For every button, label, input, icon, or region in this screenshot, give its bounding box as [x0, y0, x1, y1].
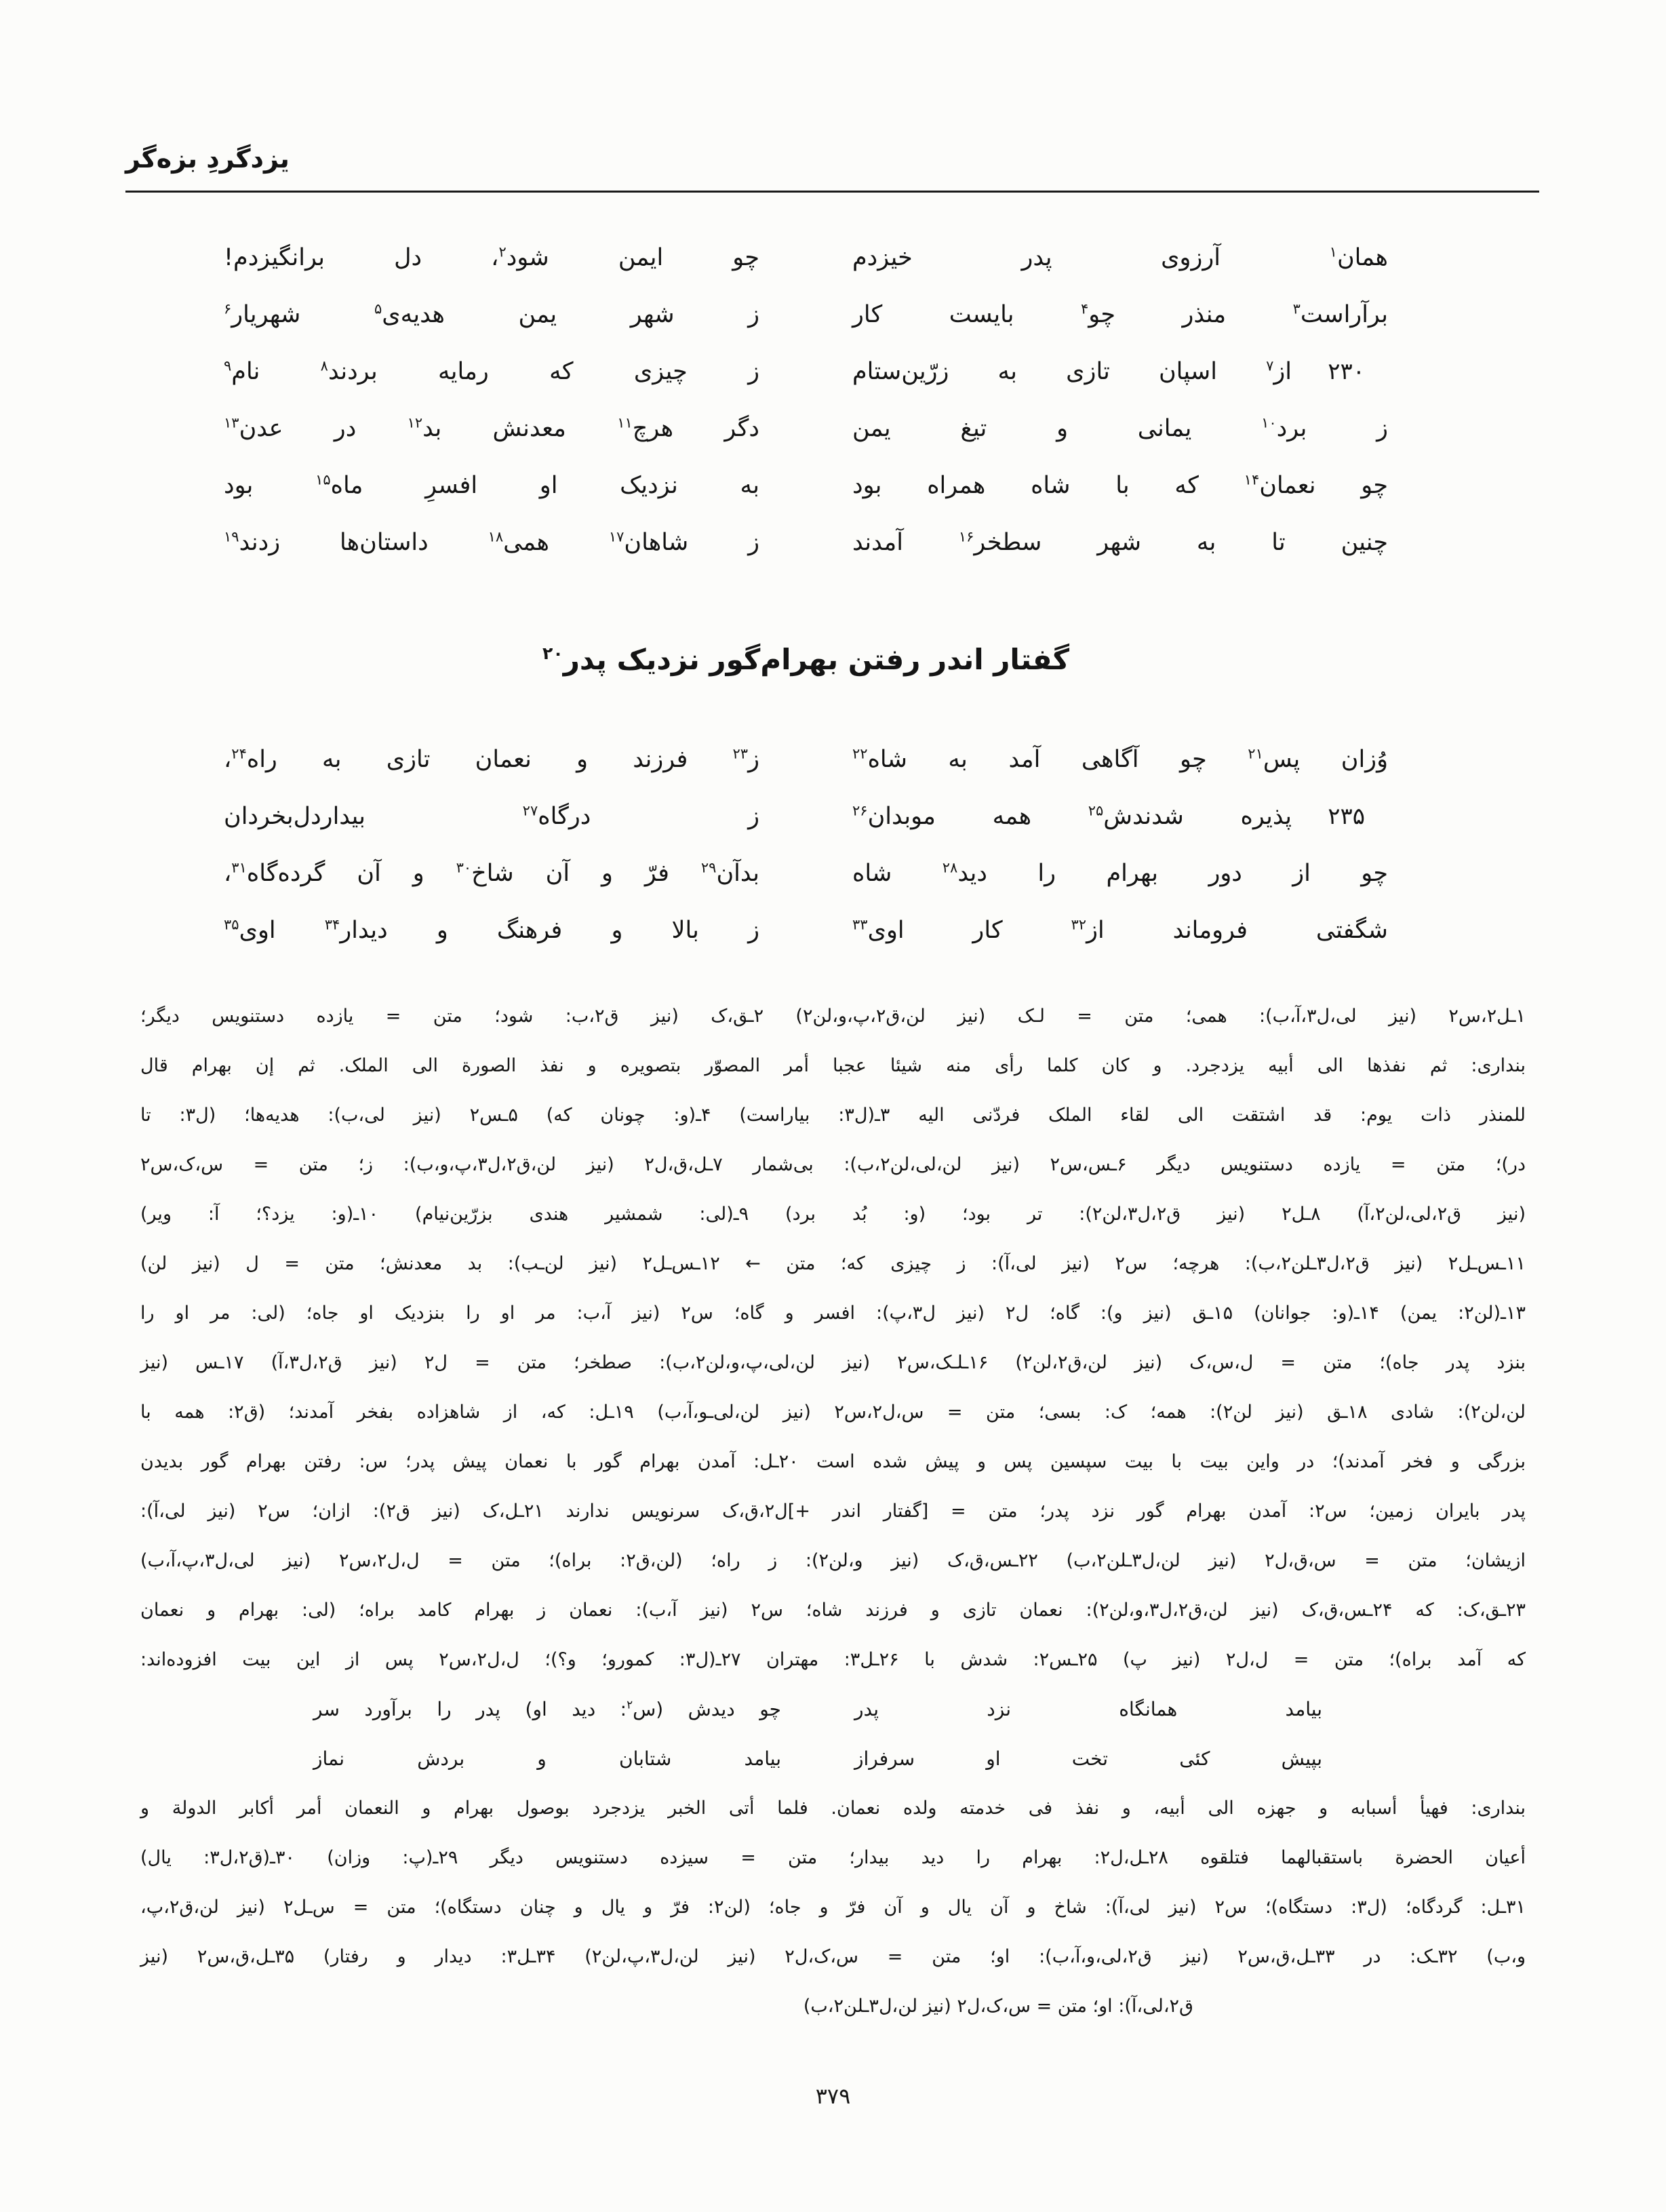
apparatus-line: (نیز ق۲،لی،لن۲،آ) ۸ـل۲ (نیز ق۲،ل۳،لن۲): تر بود؛ (و: بُد برد) ۹ـ(لی: شمشیر هندی بزرّین‌نیام) ۱۰ـ(و: یزد؟؛ آ: ویر)	[140, 1204, 1526, 1225]
apparatus-line: ۲۳ـق،ک: که ۲۴ـس،ق،ک (نیز لن،ق۲،ل۳،و،لن۲): نعمان تازی و فرزند شاه؛ س۲ (نیز آ،ب): نعمان ز بهرام کامد براه؛ (لی: بهرام و نعمان	[140, 1600, 1526, 1621]
bayt	[224, 400, 1388, 457]
hemistich-right: چو از دور بهرام را دید$^{۲۸}$ شاه	[852, 859, 1389, 887]
poetry-block-1	[224, 229, 1388, 571]
bayt	[224, 902, 1388, 959]
critical-apparatus	[140, 991, 1526, 2031]
apparatus-line: ق۲،لی،آ): او؛ متن = س،ک،ل۲ (نیز لن،ل۳ـلن۲،ب)	[803, 1996, 1193, 2017]
hemistich-right: شگفتی فروماند از$^{۳۲}$ کار اوی$^{۳۳}$	[852, 916, 1388, 944]
apparatus-line: ۱ـل۲،س۲ (نیز لی،ل۳،آ،ب): همی؛ متن = لـک (نیز لن،ق۲،پ،و،لن۲) ۲ـق،ک (نیز ق۲،ب: شود؛ متن = یازده دستنویس دیگر؛	[140, 1006, 1526, 1027]
apparatus-line: بنداری: ثم نفذها الی أبیه یزدجرد. و کان کلما رأی منه شیئا عجبا أمر المصوّر بتصویره و نفذ الصورة الی الملک. ثم إن بهرام قال	[140, 1055, 1526, 1076]
hemistich-right: ز برد$^{۱۰}$ یمانی و تیغ یمن	[852, 414, 1388, 442]
hemistich-left: ز شهر یمن هدیه‌ی$^۵$ شهریار$^۶$	[224, 300, 760, 328]
apparatus-line: لن،لن۲): شادی ۱۸ـق (نیز لن۲): همه؛ ک: بسی؛ متن = س،ل۲،س۲ (نیز لن،لی‌ـو،آ،ب) ۱۹ـل: که، از شاهزاده بفخر آمدند؛ (ق۲: همه با	[140, 1402, 1526, 1423]
header-rule	[125, 191, 1539, 193]
section-heading: گفتار اندر رفتن بهرام‌گور نزدیک پدر$^{۲۰}$	[542, 643, 1069, 676]
hemistich-right: وُزان پس$^{۲۱}$ چو آگاهی آمد به شاه$^{۲۲}$	[852, 745, 1388, 773]
hemistich-left: دگر هرچ$^{۱۱}$ معدنش بد$^{۱۲}$ در عدن$^{۱۳}$	[224, 414, 759, 442]
bayt	[224, 343, 1388, 400]
hemistich-left: ز درگاه$^{۲۷}$ بیداردل‌بخردان	[224, 802, 759, 830]
inserted-bayt	[140, 1684, 1526, 1734]
apparatus-line: للمنذر ذات یوم: قد اشتقت الی لقاء الملک فردّنی الیه ۳ـ(ل۳: بیاراست) ۴ـ(و: چونان که) ۵ـس۲ (نیز لی،ب): هدیه‌ها؛ (ل۳: تا	[140, 1105, 1526, 1126]
apparatus-line: بنداری: فهیأ أسبابه و جهزه الی أبیه، و نفذ فی خدمته ولده نعمان. فلما أتی الخبر یزدجرد بوصول بهرام و النعمان أمر أکابر الدولة و	[140, 1798, 1526, 1819]
apparatus-line: پدر بایران زمین؛ س۲: آمدن بهرام گور نزد پدر؛ متن = [گفتار اندر +]ل۲،ق،ک سرنویس ندارند ۲۱ـل،ک (نیز ق۲): ازان؛ س۲ (نیز لی،آ):	[140, 1501, 1526, 1522]
hemistich-right: برآراست$^۳$ منذر چو$^۴$ بایست کار	[852, 300, 1388, 328]
page-number: ۳۷۹	[815, 2083, 851, 2109]
hemistich-left: ز چیزی که رمایه بردند$^۸$ نام$^۹$	[224, 357, 759, 385]
hemistich-right: پذیره شدندش$^{۲۵}$ همه موبدان$^{۲۶}$	[852, 802, 1292, 830]
apparatus-line: ازیشان؛ متن = س،ق،ل۲ (نیز لن،ل۳ـلن۲،ب) ۲۲ـس،ق،ک (نیز و،لن۲): ز راه؛ (لن،ق۲: براه)؛ متن = ل،ل۲،س۲ (نیز لی،ل۳،پ،آ،ب)	[140, 1550, 1526, 1571]
apparatus-line: بزرگی و فخر آمدند)؛ در واین بیت با بیت سپسین پس و پیش شده است ۲۰ـل: آمدن بهرام گور با نعمان پیش پدر؛ س: رفتن بهرام گور بدیدن	[140, 1451, 1526, 1472]
hemistich-left: چو دیدش (س$^۲$: دید او) پدر را برآورد سر	[313, 1697, 781, 1720]
bayt	[224, 845, 1388, 902]
bayt	[224, 229, 1388, 286]
apparatus-line: در)؛ متن = یازده دستنویس دیگر ۶ـس،س۲ (نیز لن،لی،لن۲،ب): بی‌شمار ۷ـل،ق،ل۲ (نیز لن،ق۲،ل۳،پ،و،ب): ز؛ متن = س،ک،س۲	[140, 1154, 1526, 1175]
apparatus-line: ۳۱ـل: گردگاه؛ (ل۳: دستگاه)؛ س۲ (نیز لی،آ): شاخ و آن یال و آن فرّ و جاه؛ (لن۲: فرّ و یال و چنان دستگاه)؛ متن = س‌ـل۲ (نیز لن،ق۲،پ،	[140, 1897, 1526, 1918]
poetry-block-2	[224, 731, 1388, 959]
verse-number: ۲۳۰	[1328, 358, 1365, 385]
hemistich-left: چو ایمن شود$^۲$، دل برانگیزدم!	[224, 243, 759, 271]
bayt	[224, 457, 1388, 514]
apparatus-line: أعیان الحضرة باستقبالهما فتلقوه ۲۸ـل،ل۲: بهرام را دید بیدار؛ متن = سیزده دستنویس دیگر ۲۹ـ(پ: وزان) ۳۰ـ(ق۲،ل۳: یال)	[140, 1847, 1526, 1868]
apparatus-line: ۱۳ـ(لن۲: یمن) ۱۴ـ(و: جوانان) ۱۵ـق (نیز و): گاه؛ ل۲ (نیز ل۳،پ): افسر و گاه؛ س۲ (نیز آ،ب: مر او را بنزدیک او جاه؛ (لی: مر او را	[140, 1303, 1526, 1324]
hemistich-right: همان$^۱$ آرزوی پدر خیزدم	[852, 243, 1388, 271]
bayt	[224, 788, 1388, 845]
hemistich-left: ز$^{۲۳}$ فرزند و نعمان تازی به راه$^{۲۴}$،	[224, 745, 759, 773]
inserted-bayt	[140, 1734, 1526, 1783]
hemistich-right: چو نعمان$^{۱۴}$ که با شاه همراه بود	[852, 471, 1388, 499]
hemistich-right: بیامد همانگاه نزد پدر	[854, 1698, 1322, 1720]
hemistich-right: بپیش کئی تخت او سرفراز	[854, 1747, 1322, 1770]
apparatus-line: بنزد پدر جاه)؛ متن = ل،س،ک (نیز لن،ق۲،لن۲) ۱۶ـلـک،س۲ (نیز لن،لی،پ،و،لن۲،ب): صطخر؛ متن = ل۲ (نیز ق۲،ل۳،آ) ۱۷ـس (نیز	[140, 1352, 1526, 1373]
apparatus-line: که آمد براه)؛ متن = ل،ل۲ (نیز پ) ۲۵ـس۲: شدش با ۲۶ـل۳: مهتران ۲۷ـ(ل۳: کمورو؛ و؟)؛ ل،ل۲،س۲ پس از این بیت افزوده‌اند:	[140, 1649, 1526, 1670]
running-head: یزدگردِ بزه‌گر	[125, 144, 290, 174]
bayt	[224, 731, 1388, 788]
hemistich-right: از$^۷$ اسپان تازی به زرّین‌ستام	[852, 357, 1292, 385]
hemistich-left: ز شاهان$^{۱۷}$ همی$^{۱۸}$ داستان‌ها زدند$^{۱۹}$	[224, 528, 759, 556]
hemistich-left: بیامد شتابان و بردش نماز	[313, 1747, 781, 1770]
bayt	[224, 286, 1388, 343]
hemistich-left: به نزدیک او افسرِ ماه$^{۱۵}$ بود	[224, 471, 759, 499]
apparatus-line: ۱۱ـس‌ـل۲ (نیز ق۲،ل۳ـلن۲،ب): هرچه؛ س۲ (نیز لی،آ): ز چیزی که؛ متن ← ۱۲ـس‌ـل۲ (نیز لن‌ـب): بد معدنش؛ متن = ل (نیز لن)	[140, 1253, 1526, 1274]
hemistich-left: بدآن$^{۲۹}$ فرّ و آن شاخ$^{۳۰}$ و آن گرده‌گاه$^{۳۱}$،	[224, 859, 759, 887]
hemistich-left: ز بالا و فرهنگ و دیدار$^{۳۴}$ اوی$^{۳۵}$	[224, 916, 759, 944]
hemistich-right: چنین تا به شهر سطخر$^{۱۶}$ آمدند	[852, 528, 1388, 556]
verse-number: ۲۳۵	[1328, 803, 1365, 830]
bayt	[224, 514, 1388, 571]
apparatus-line: و،ب) ۳۲ـک: در ۳۳ـل،ق،س۲ (نیز ق۲،لی،و،آ،ب): او؛ متن = س،ک،ل۲ (نیز لن،ل۳،پ،لن۲) ۳۴ـل۳: دیدار و رفتار) ۳۵ـل،ق،س۲ (نیز	[140, 1946, 1526, 1967]
